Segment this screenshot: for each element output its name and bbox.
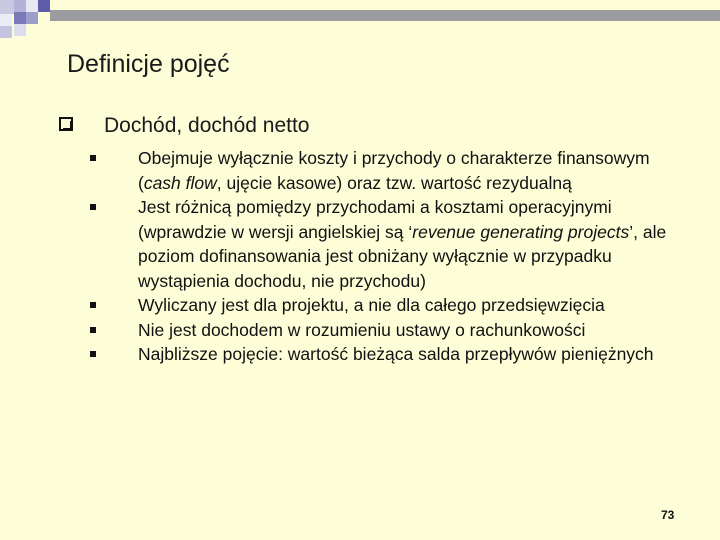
text-run: Nie jest dochodem w rozumieniu ustawy o rachunkowości — [138, 319, 586, 340]
text-run: Wyliczany jest dla projektu, a nie dla całego przedsięwzięcia — [138, 295, 605, 315]
text-run: Obejmuje wyłącznie koszty i przychody o charakterze finansowym ( — [138, 148, 650, 193]
list-item — [90, 342, 670, 367]
corner-square-decoration — [0, 14, 12, 26]
filled-square-icon — [90, 155, 96, 161]
list-item-text — [138, 195, 670, 293]
italic-run: cash flow — [143, 172, 217, 193]
main-bullet-text: Dochód, dochód netto — [104, 114, 310, 137]
text-run: , ujęcie kasowe) oraz tzw. wartość rezydualną — [216, 172, 572, 193]
corner-square-decoration — [14, 12, 26, 24]
text-run: Jest różnicą pomiędzy przychodami a kosztami operacyjnymi (wprawdzie w wersji angielskiej są ‘ — [138, 197, 612, 242]
slide-title: Definicje pojęć — [67, 50, 230, 78]
list-item — [90, 318, 670, 343]
filled-square-icon — [90, 327, 96, 333]
filled-square-icon — [90, 204, 96, 210]
filled-square-icon — [90, 351, 96, 357]
header-accent-bar — [50, 10, 720, 21]
corner-square-decoration — [0, 26, 12, 38]
list-item-text — [138, 146, 670, 195]
corner-square-decoration — [14, 24, 26, 36]
text-run: ’, ale poziom dofinansowania jest obniżany wyłącznie w przypadku wystąpienia dochodu, nie przychodu) — [138, 221, 667, 291]
list-item — [90, 293, 670, 318]
page-number: 73 — [661, 508, 675, 522]
corner-square-decoration — [14, 0, 26, 12]
corner-square-decoration — [26, 12, 38, 24]
corner-square-decoration — [0, 0, 14, 14]
corner-square-decoration — [26, 0, 38, 12]
list-item-text — [138, 293, 670, 318]
sub-bullet-list — [90, 146, 670, 367]
list-item-text — [138, 342, 670, 367]
hollow-square-icon — [59, 117, 73, 131]
text-run: Najbliższe pojęcie: wartość bieżąca salda przepływów pieniężnych — [138, 344, 654, 364]
list-item — [90, 195, 670, 293]
list-item — [90, 146, 670, 195]
italic-run: revenue generating projects — [412, 221, 630, 242]
list-item-text — [138, 318, 670, 343]
corner-square-decoration — [38, 0, 50, 12]
filled-square-icon — [90, 302, 96, 308]
